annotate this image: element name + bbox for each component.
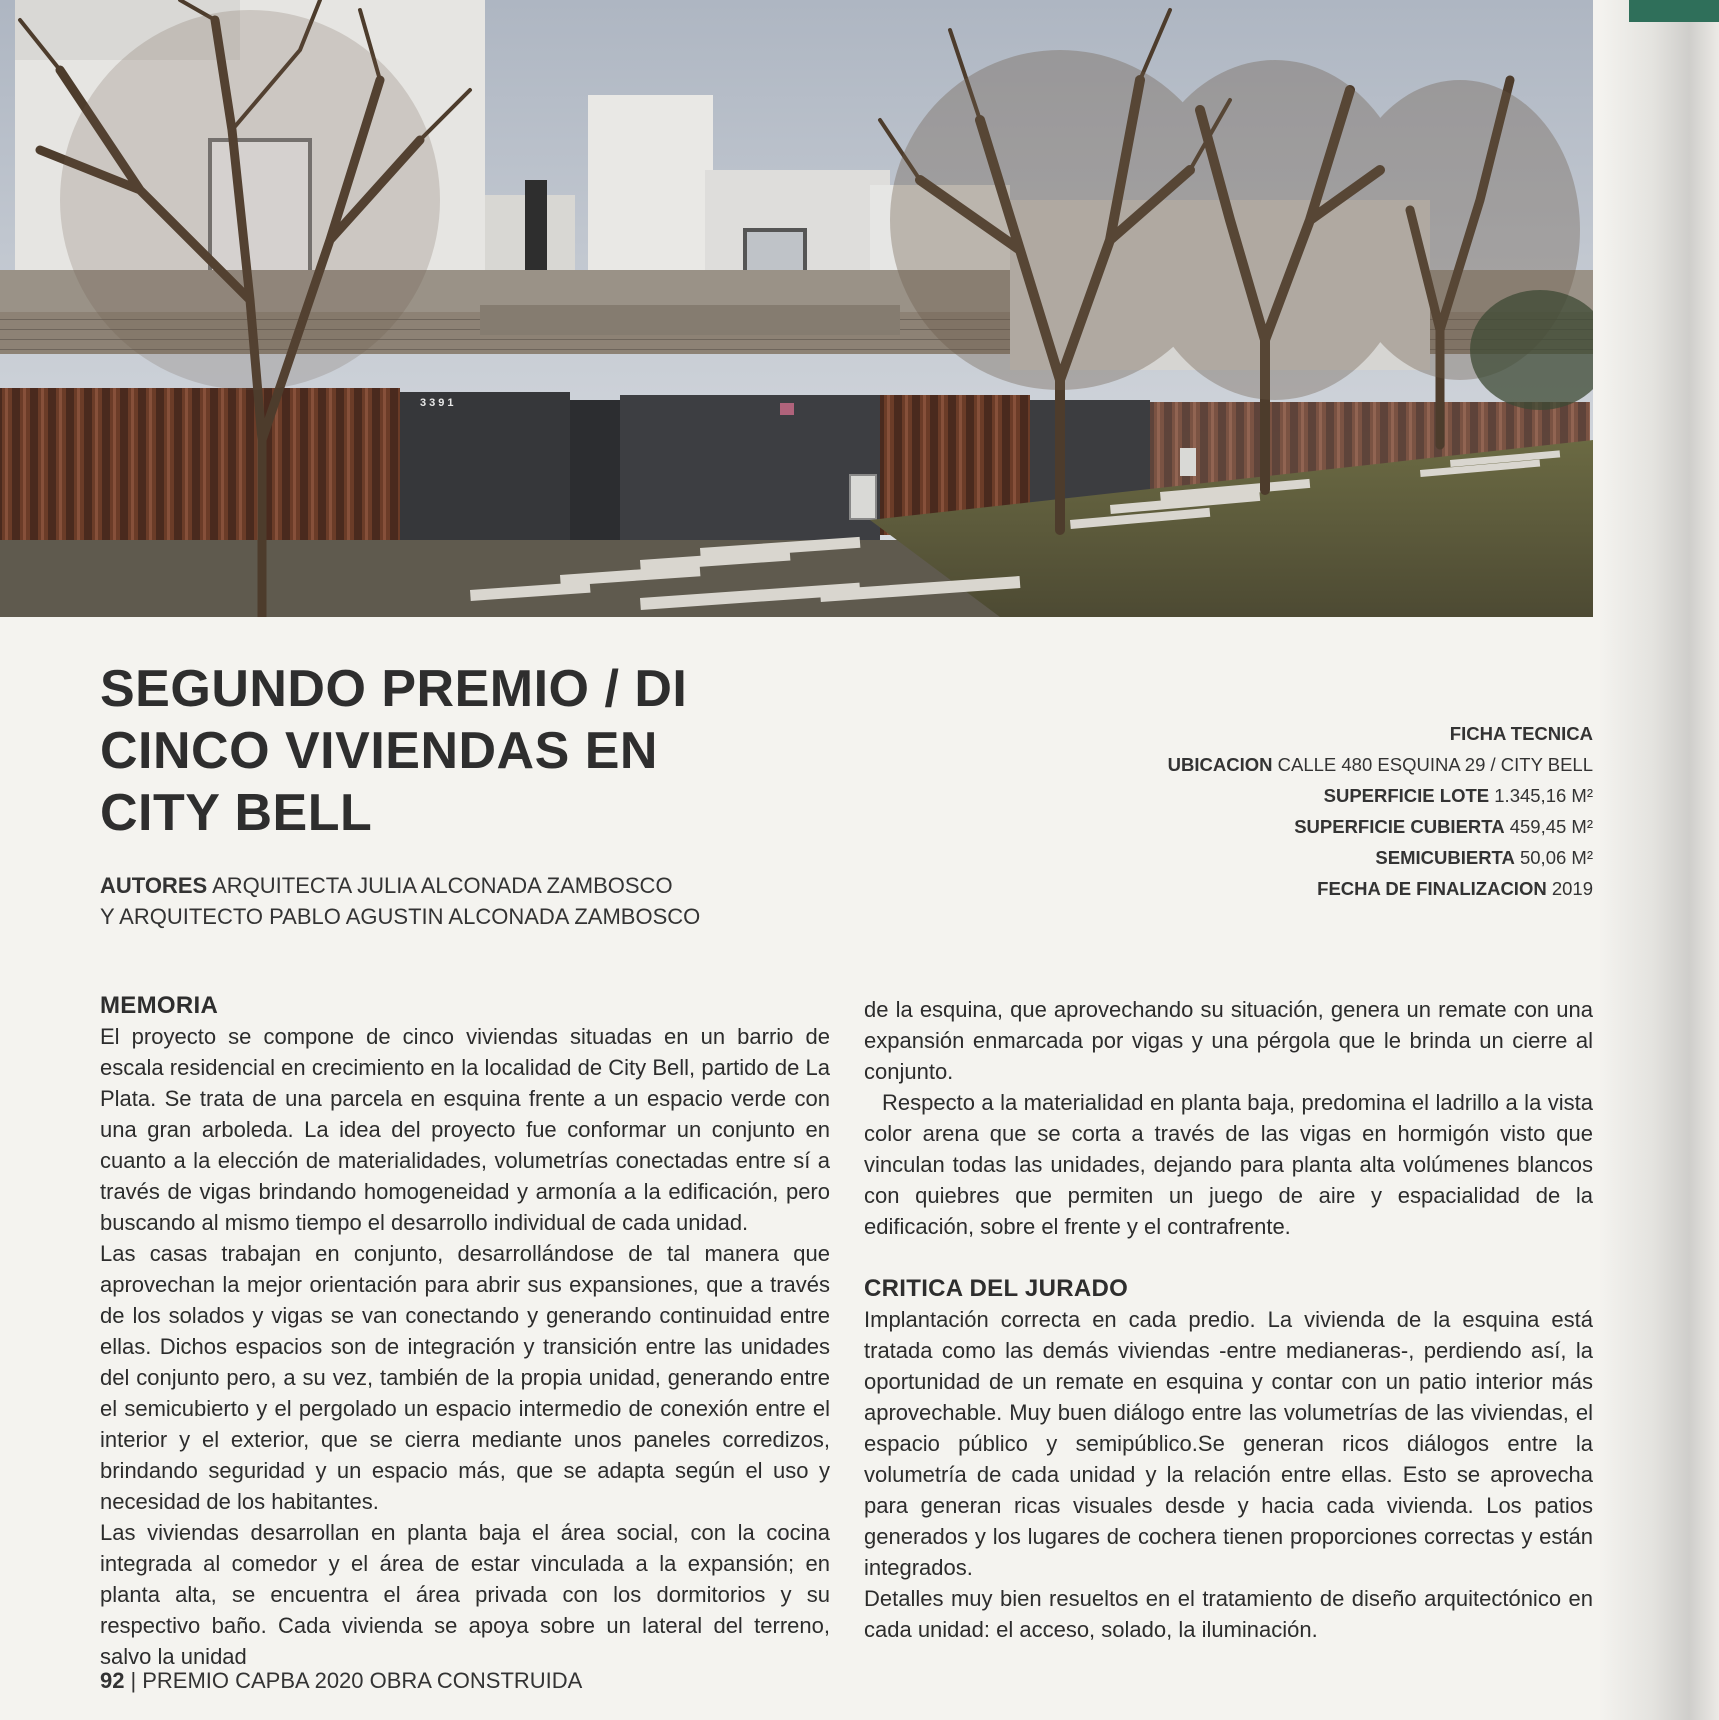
memoria-paragraph: El proyecto se compone de cinco viviendas situadas en un barrio de escala residencial en crecimiento en la localidad de City Bell, partido de La Plata. Se trata de una parcela en esquina frente a un espacio verde con una gran arboleda. La idea del proyecto fue conformar un conjunto en cuanto a la elección de materialidades, volumetrías conectadas entre sí a través de vigas brindando homogeneidad y armonía a la edificación, pero buscando al mismo tiempo el desarrollo individual de cada unidad. [100, 1024, 830, 1235]
page-number: 92 [100, 1668, 125, 1693]
title-line: CINCO VIVIENDAS EN [100, 722, 658, 780]
row-value: 1.345,16 M² [1494, 785, 1593, 806]
row-label: SUPERFICIE LOTE [1323, 785, 1490, 806]
row-value: 459,45 M² [1509, 816, 1593, 837]
critica-paragraph: Implantación correcta en cada predio. La vivienda de la esquina está tratada como las demás viviendas -entre medianeras-, perdiendo así, la oportunidad de un remate en esquina y contar con un patio interior más aprovechable. Muy buen diálogo entre las volumetrías de las viviendas, el espacio público y semipúblico.Se generan ricos diálogos entre la volumetría de cada unidad y la relación entre ellas. Esto se aprovecha para generan ricas visuales desde y hacia cada vivienda. Los patios generados y los lugares de cochera tienen proporciones correctas y están integrados. [864, 1307, 1593, 1580]
technical-sheet [1033, 718, 1593, 904]
publication-name: PREMIO CAPBA 2020 OBRA CONSTRUIDA [142, 1668, 583, 1693]
row-label: SEMICUBIERTA [1375, 847, 1515, 868]
houses-illustration [0, 0, 1593, 617]
authors-block [100, 870, 840, 932]
page-footer [100, 1666, 582, 1696]
technical-sheet-row [1033, 780, 1593, 811]
memoria-heading: MEMORIA [100, 992, 219, 1019]
technical-sheet-heading: FICHA TECNICA [1449, 723, 1593, 744]
memoria-paragraph: Las casas trabajan en conjunto, desarrollándose de tal manera que aprovechan la mejor orientación para abrir sus expansiones, que a través de los solados y vigas se van conectando y generando continuidad entre ellas. Dichos espacios son de integración y transición entre las unidades del conjunto pero, a su vez, también de la propia unidad, generando entre el semicubierto y el pergolado un espacio intermedio de conexión entre el interior y el exterior, que se cierra mediante unos paneles corredizos, brindando seguridad y un espacio más, que se adapta según el uso y necesidad de los habitantes. [100, 1241, 830, 1514]
authors-label: AUTORES [100, 873, 208, 898]
houses-photo [0, 0, 1593, 617]
row-value: CALLE 480 ESQUINA 29 / CITY BELL [1277, 754, 1593, 775]
title-line: CITY BELL [100, 784, 373, 842]
row-value: 50,06 M² [1519, 847, 1593, 868]
house-number: 3391 [420, 397, 457, 409]
memoria-paragraph: de la esquina, que aprovechando su situación, genera un remate con una expansión enmarcada por vigas y una pérgola que le brinda un cierre al conjunto. [864, 997, 1593, 1084]
technical-sheet-row [1033, 811, 1593, 842]
page-edge-tab [1629, 0, 1719, 22]
technical-sheet-row [1033, 842, 1593, 873]
memoria-paragraph: Las viviendas desarrollan en planta baja el área social, con la cocina integrada al comedor y el área de estar vinculada a la expansión; en planta alta, se encuentra el área privada con los dormitorios y su respectivo baño. Cada vivienda se apoya sobre un lateral del terreno, salvo la unidad [100, 1520, 830, 1669]
critica-heading: CRITICA DEL JURADO [864, 1275, 1129, 1302]
technical-sheet-row [1033, 873, 1593, 904]
right-column [864, 994, 1593, 1645]
page-edge-shadow [1599, 0, 1719, 1720]
title-line: SEGUNDO PREMIO / DI [100, 660, 688, 718]
row-label: UBICACION [1167, 754, 1273, 775]
memoria-column [100, 990, 830, 1672]
critica-paragraph: Detalles muy bien resueltos en el tratamiento de diseño arquitectónico en cada unidad: el acceso, solado, la iluminación. [864, 1586, 1593, 1642]
page-title [100, 658, 820, 844]
footer-separator: | [130, 1668, 137, 1693]
row-value: 2019 [1551, 878, 1593, 899]
authors-line: ARQUITECTA JULIA ALCONADA ZAMBOSCO [212, 873, 673, 898]
authors-line: Y ARQUITECTO PABLO AGUSTIN ALCONADA ZAMBOSCO [100, 904, 701, 929]
row-label: SUPERFICIE CUBIERTA [1294, 816, 1505, 837]
row-label: FECHA DE FINALIZACION [1317, 878, 1547, 899]
technical-sheet-row [1033, 749, 1593, 780]
memoria-paragraph: Respecto a la materialidad en planta baja, predomina el ladrillo a la vista color arena que se corta a través de las vigas en hormigón visto que vinculan todas las unidades, dejando para planta alta volúmenes blancos con quiebres que permiten un juego de aire y espacialidad de la edificación, sobre el frente y el contrafrente. [864, 1090, 1593, 1239]
